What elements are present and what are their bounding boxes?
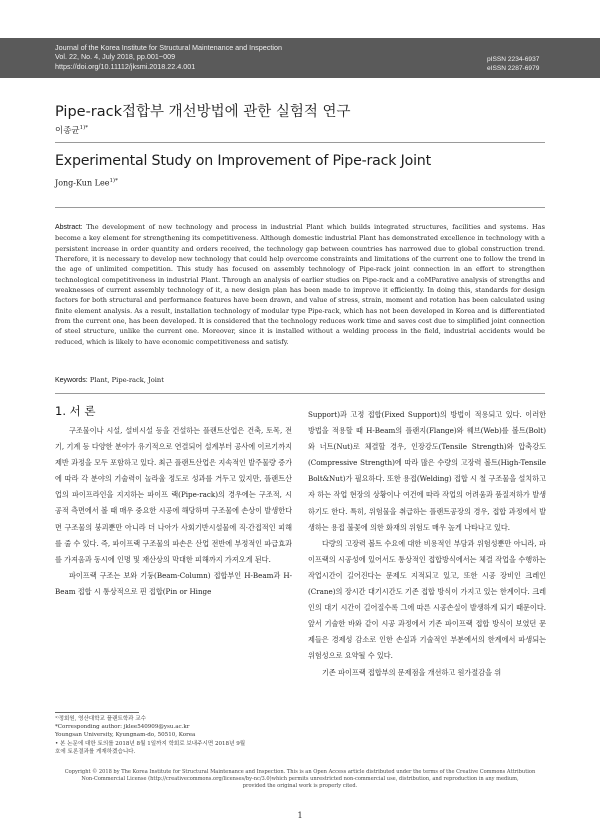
footnote-address: Youngsan University, Kyungnam-do, 50510, Korea xyxy=(55,732,196,739)
title-english: Experimental Study on Improvement of Pipe-rack Joint xyxy=(55,153,431,169)
footnote-divider xyxy=(55,712,139,713)
title-divider xyxy=(55,142,545,143)
abstract xyxy=(55,222,545,347)
footnote-discussion-cont: 호에 토론결과를 게재하겠습니다. xyxy=(55,748,136,755)
author-korean-mark: 1)* xyxy=(79,125,89,132)
author-english-name: Jong-Kun Lee xyxy=(55,178,110,188)
body-column-left xyxy=(55,423,292,600)
eissn: eISSN 2287-6979 xyxy=(487,65,540,73)
author-korean-name: 이종균 xyxy=(55,126,80,136)
keywords-label: Keywords: xyxy=(55,377,88,384)
footnote-discussion: • 본 논문에 대한 토의를 2018년 8월 1일까지 학회로 보내주시면 2018년 9월 xyxy=(55,740,246,747)
keywords-text: Plant, Pipe-rack, Joint xyxy=(87,376,164,384)
abstract-label: Abstract: xyxy=(55,224,83,231)
abstract-bottom-divider xyxy=(55,393,545,394)
author-english xyxy=(55,178,118,188)
footnote-affiliation: ¹⁾정회원, 영산대학교 플랜트학과 교수 xyxy=(55,716,147,722)
copyright-line: Non-Commercial License (http://creativecommons.org/licenses/by-nc/3.0)which permits unrestricted non-commercial use, distribution, and reproduction in any medium, xyxy=(81,776,519,783)
abstract-top-divider xyxy=(55,207,545,208)
footnote-corresponding-author: *Corresponding author: jklee540909@ysu.ac.kr xyxy=(55,724,190,731)
author-english-mark: 1)* xyxy=(109,178,118,184)
copyright-line: Copyright © 2018 by The Korea Institute for Structural Maintenance and Inspection. This is an Open Access article distributed under the terms of the Creative Commons Attribution xyxy=(64,769,536,775)
paragraph: 구조물이나 시설, 설비시설 등을 건설하는 플랜트산업은 건축, 토목, 전기, 기계 등 다양한 분야가 유기적으로 연결되어 설계부터 공사에 이르기까지 제반 과정을 모두 포함하고 있다. 최근 플랜트산업은 지속적인 발주물량 증가에 따라 각 분야의 기술력이 놀라울 정도로 성과를 거두고 있지만, 플랜트산업의 파이프라인을 지지하는 파이프 랙(Pipe-rack)의 경우에는 구조적, 시공적 측면에서 볼 때 매우 중요한 시공에 해당하며 구조물에 손상이 발생한다면 구조물의 붕괴뿐만 아니라 더 나아가 사회기반시설물에 직·간접적인 피해를 줄 수 있다. 즉, 파이프랙 구조물의 파손은 산업 전반에 부정적인 파급효과를 가져옴과 동시에 인명 및 재산상의 막대한 피해까지 가져오게 된다. xyxy=(55,426,292,564)
journal-doi[interactable]: https://doi.org/10.11112/jksmi.2018.22.4.001 xyxy=(55,61,196,71)
paragraph: 파이프랙 구조는 보와 기둥(Beam-Column) 접합부인 H-Beam과 H-Beam 접합 시 통상적으로 핀 접합(Pin or Hinge xyxy=(55,570,292,596)
author-korean xyxy=(55,124,88,136)
journal-name: Journal of the Korea Institute for Structural Maintenance and Inspection xyxy=(55,43,282,52)
paragraph: 다량의 고장력 볼트 수요에 대한 비용적인 부담과 위험성뿐만 아니라, 파이프랙의 시공성에 있어서도 통상적인 접합방식에서는 체결 작업을 수행하는 작업시간이 길어진다는 문제도 지적되고 있고, 또한 시공 장비인 크레인(Crane)의 장시간 대기시간도 기존 접합 방식이 가지고 있는 한계이다. 크레인의 대기 시간이 길어질수록 그에 따른 시공손실이 발생하게 되기 때문이다. 앞서 기술한 바와 같이 시공 과정에서 기존 파이프랙 접합 방식이 보였던 문제들은 경제성 감소로 인한 손실과 기술적인 부분에서의 한계에서 파생되는 위험성으로 요약될 수 있다. xyxy=(308,538,546,661)
issn-info xyxy=(487,55,539,73)
journal-info xyxy=(55,43,282,71)
body-column-right xyxy=(308,407,546,681)
footnotes xyxy=(55,715,293,756)
page-number: 1 xyxy=(297,811,303,820)
journal-header-band xyxy=(0,38,600,78)
section-title-introduction: 1. 서 론 xyxy=(55,404,96,418)
paragraph: 기존 파이프랙 접합부의 문제점을 개선하고 원가절감을 위 xyxy=(322,667,502,677)
pissn: pISSN 2234-6937 xyxy=(487,56,540,63)
title-korean: Pipe-rack접합부 개선방법에 관한 실험적 연구 xyxy=(55,104,351,120)
journal-volume: Vol. 22, No. 4, July 2018, pp.001~009 xyxy=(55,52,176,62)
copyright-line: provided the original work is properly cited. xyxy=(242,783,358,790)
keywords xyxy=(55,376,545,384)
paragraph: Support)과 고정 접합(Fixed Support)의 방법이 적용되고 있다. 이러한 방법을 적용할 때 H-Beam의 플랜지(Flange)와 웨브(Web)를 볼트(Bolt)와 너트(Nut)로 체결할 경우, 인장강도(Tensile Strength)와 압축강도(Compressive Strength)에 따라 많은 수량의 고장력 볼트(High-Tensile Bolt&Nut)가 필요하다. 또한 용접(Welding) 접합 시 철 구조물을 설치하고자 하는 작업 현장의 상황이나 여건에 따라 작업의 어려움과 품질저하가 발생하기도 한다. 특히, 위험물을 취급하는 플랜트공장의 경우, 접합 과정에서 발생하는 용접 불꽃에 의한 화재의 위험도 매우 높게 나타나고 있다. xyxy=(308,410,546,532)
copyright-notice xyxy=(45,769,555,791)
abstract-text: The development of new technology and process in industrial Plant which builds integrated structures, facilities and systems. Has become a key element for strengthening its competitiveness. Although domestic industrial Plant has demonstrated excellence in technology with a persistent increase in order quantity and orders received, the technology gap between countries has narrowed due to global construction trend. Therefore, it is necessary to develop new technology that could help overcome constraints and limitations of the current one to follow the trend in the age of unlimited competition. This study has focused on assembly technology of Pipe-rack joint connection in an effort to strengthen technological competitiveness in industrial Plant. Through an analysis of earlier studies on Pipe-rack and a coMParative analysis of strengths and weaknesses of current assembly technology of it, a new design plan has been made to improve it efficiently. In doing this, standards for design factors for both structural and performance features have been drawn, and value of stress, strain, moment and rotation has been calculated using finite element analysis. As a result, installation technology of modular type Pipe-rack, which has not been developed in Korea and is differentiated from the current one, has been developed. It is considered that the technology reduces work time and saves cost due to simplified joint connection of steel structure, unlike the current one. Moreover, since it is installed without a welding process in the field, industrial accidents would be reduced, which is likely to have economic competitiveness and satisfy. xyxy=(55,223,545,346)
